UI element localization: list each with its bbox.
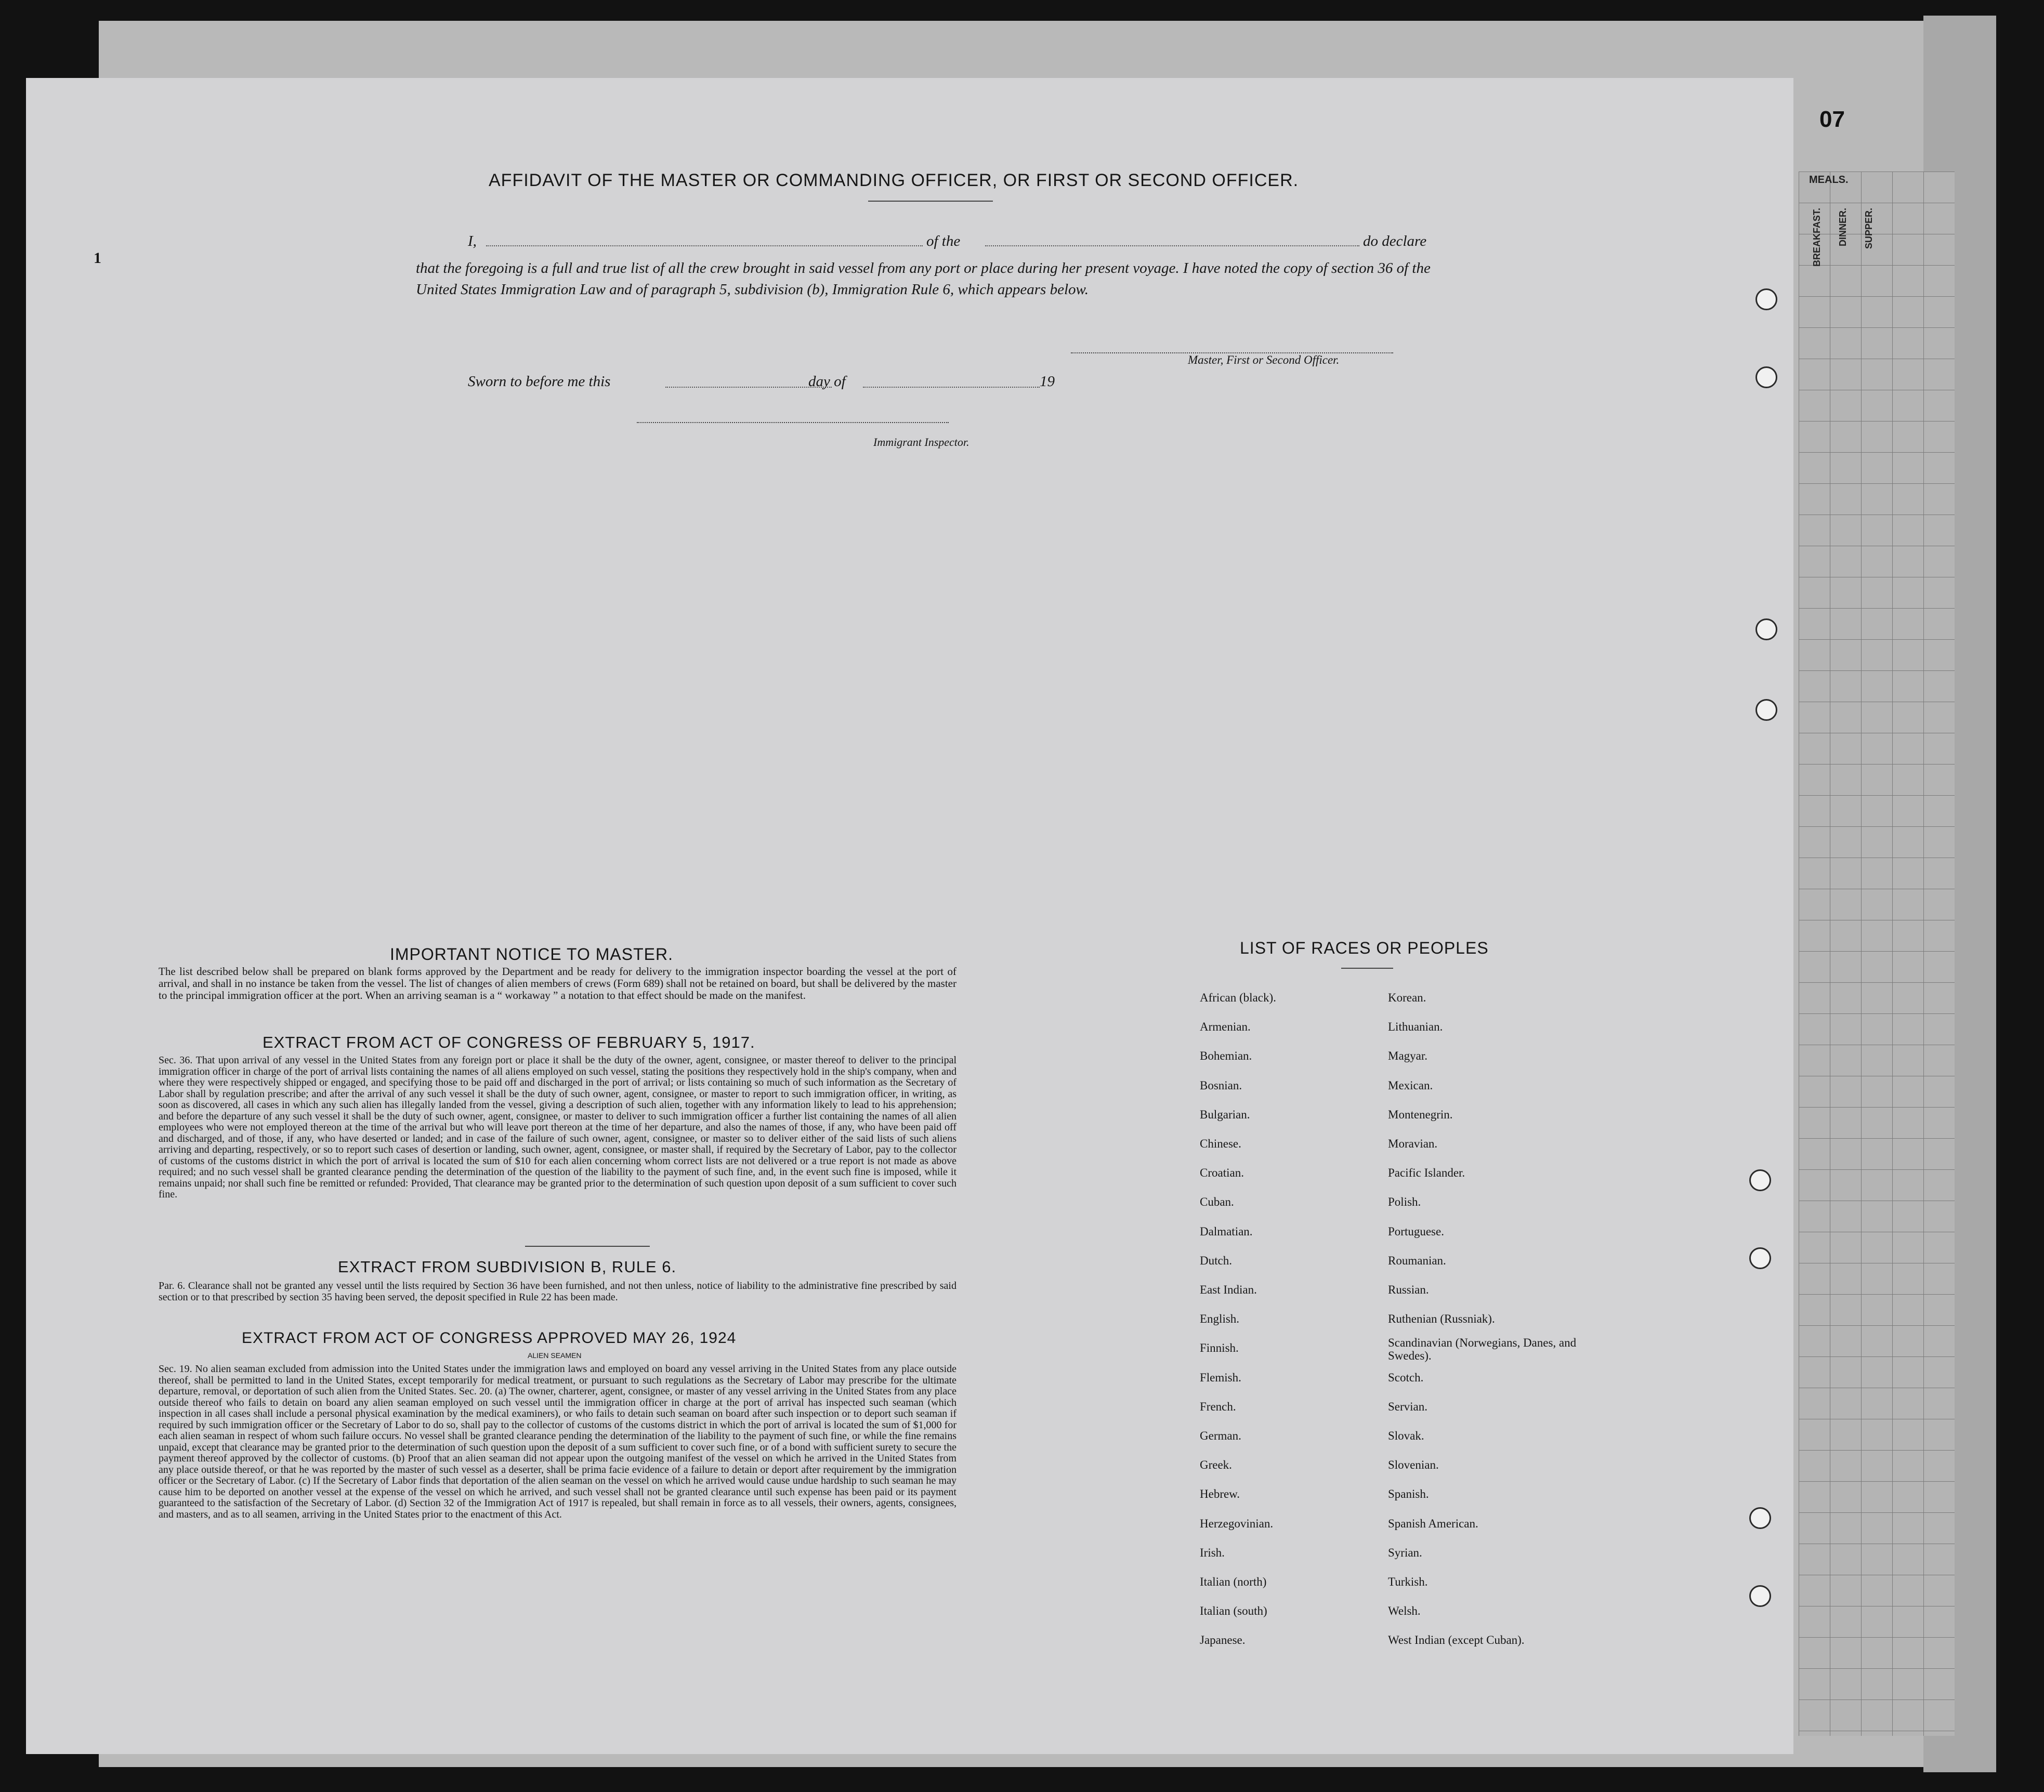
- race-item: Magyar.: [1388, 1049, 1428, 1063]
- year-prefix: 19: [1040, 373, 1055, 390]
- extract-1924-title: EXTRACT FROM ACT OF CONGRESS APPROVED MAY 26, 1924: [242, 1329, 737, 1347]
- race-item: Irish.: [1200, 1546, 1225, 1559]
- meal-column-dinner: DINNER.: [1838, 208, 1848, 247]
- race-item: Scandinavian (Norwegians, Danes, and Swedes).: [1388, 1336, 1577, 1363]
- sworn-date-field[interactable]: [665, 387, 832, 388]
- race-item: Polish.: [1388, 1195, 1421, 1209]
- affidavit-do-declare: do declare: [1363, 233, 1427, 249]
- sworn-month-field[interactable]: [863, 387, 1040, 388]
- race-item: Herzegovinian.: [1200, 1517, 1274, 1530]
- title-rule: [868, 201, 993, 202]
- race-item: Italian (north): [1200, 1575, 1267, 1588]
- affidavit-title: AFFIDAVIT OF THE MASTER OR COMMANDING OFFICER, OR FIRST OR SECOND OFFICER.: [489, 170, 1299, 190]
- section-rule: [525, 1246, 650, 1247]
- race-item: Welsh.: [1388, 1604, 1421, 1618]
- races-rule: [1341, 968, 1393, 969]
- race-item: Bosnian.: [1200, 1078, 1242, 1092]
- race-item: Croatian.: [1200, 1166, 1244, 1180]
- punch-hole: [1755, 699, 1777, 721]
- punch-hole: [1755, 366, 1777, 388]
- extract-1917-body: Sec. 36. That upon arrival of any vessel in the United States from any foreign port or place it shall be the duty of the owner, agent, consignee, or master thereof to deliver to the principal immigration officer in charge of the port of arrival lists containing the names of all aliens employed on such vessel, stating the positions they respectively hold in the ship's company, when and where they were respectively shipped or engaged, and specifying those to be paid off and discharged in the port of arrival; or lists containing so much of such information as the Secretary of Labor shall by regulation prescribe; and after the arrival of any such vessel it shall be the duty of such owner, agent, consignee, or master to report to such immigration officer, in writing, as soon as discovered, all cases in which any such alien has illegally landed from the vessel, giving a description of such alien, together with any information likely to lead to his apprehension; and before the departure of any such vessel it shall be the duty of such owner, agent, consignee, or master to deliver to such immigration officer a further list containing the names of all alien employees who were not employed thereon at the time of the arrival but who will leave port thereon at the time of her departure, and also the names of those, if any, who have been paid off and discharged, and of those, if any, who have deserted or landed; and in case of the failure of such owner, agent, consignee, or master so to deliver either of the said lists of such aliens arriving and departing, respectively, or so to report such cases of desertion or landing, such owner, agent, consignee, or master shall, if required by the Secretary of Labor, pay to the collector of customs of the customs district in which the port of arrival is located the sum of $10 for each alien concerning whom correct lists are not delivered or a true report is not made as above required; and no such vessel shall be granted clearance pending the determination of the question of the liability to the payment of such fine, and, in the event such fine is imposed, while it remains unpaid; nor shall such fine be remitted or refunded: Provided, That clearance may be granted prior to the determination of such question upon deposit of a sum sufficient to cover such fine.: [159, 1055, 957, 1200]
- race-item: Ruthenian (Russniak).: [1388, 1312, 1495, 1326]
- rule6-body: Par. 6. Clearance shall not be granted any vessel until the lists required by Section 36 have been furnished, and not then unless, notice of liability to the administrative fine prescribed by said section or to that prescribed by section 35 having been served, the deposit specified in Rule 22 has been made.: [159, 1280, 957, 1303]
- inspector-label: Immigrant Inspector.: [873, 436, 969, 449]
- race-item: Roumanian.: [1388, 1254, 1446, 1267]
- race-item: Lithuanian.: [1388, 1020, 1443, 1034]
- race-item: Spanish.: [1388, 1487, 1429, 1501]
- affidavit-of-the: of the: [926, 233, 961, 249]
- page-number: 07: [1819, 107, 1845, 132]
- race-item: Mexican.: [1388, 1078, 1433, 1092]
- punch-hole: [1749, 1169, 1771, 1191]
- notice-title: IMPORTANT NOTICE TO MASTER.: [390, 945, 673, 964]
- race-item: East Indian.: [1200, 1283, 1257, 1296]
- affidavit-body: that the foregoing is a full and true list of all the crew brought in said vessel from any port or place during her present voyage. I have noted the copy of section 36 of the United States Immigration Law and of paragraph 5, subdivision (b), Immigration Rule 6, which appears below.: [416, 260, 1431, 298]
- race-item: Slovenian.: [1388, 1458, 1439, 1472]
- notice-body: The list described below shall be prepared on blank forms approved by the Department and be ready for delivery to the immigration inspector boarding the vessel at the port of arrival, and shall in no instance be taken from the vessel. The list of changes of alien members of crews (Form 689) shall not be retained on board, but shall be delivered by the master to the principal immigration officer at the port. When an arriving seaman is a “ workaway ” a notation to that effect should be made on the manifest.: [159, 965, 957, 1002]
- meals-header: MEALS.: [1809, 174, 1849, 186]
- race-item: French.: [1200, 1400, 1236, 1413]
- meal-column-breakfast: BREAKFAST.: [1812, 208, 1822, 267]
- race-item: Moravian.: [1388, 1137, 1438, 1150]
- race-item: Russian.: [1388, 1283, 1429, 1296]
- race-item: Scotch.: [1388, 1371, 1424, 1384]
- race-item: Japanese.: [1200, 1633, 1246, 1647]
- signature-label: Master, First or Second Officer.: [1188, 353, 1340, 366]
- race-item: Montenegrin.: [1388, 1108, 1453, 1121]
- race-item: Syrian.: [1388, 1546, 1422, 1559]
- day-of-text: day of: [808, 373, 846, 390]
- race-item: Portuguese.: [1388, 1224, 1444, 1238]
- vessel-name-field[interactable]: [985, 245, 1359, 246]
- race-item: Spanish American.: [1388, 1517, 1478, 1530]
- race-item: Flemish.: [1200, 1371, 1241, 1384]
- race-item: Chinese.: [1200, 1137, 1241, 1150]
- race-item: Servian.: [1388, 1400, 1428, 1413]
- race-item: Dalmatian.: [1200, 1224, 1253, 1238]
- race-item: Slovak.: [1388, 1429, 1424, 1442]
- race-item: German.: [1200, 1429, 1241, 1442]
- punch-hole: [1755, 618, 1777, 640]
- race-item: Korean.: [1388, 991, 1426, 1004]
- form-sheet: [26, 78, 1793, 1754]
- race-item: Italian (south): [1200, 1604, 1267, 1618]
- inspector-signature-line[interactable]: [637, 422, 949, 423]
- race-item: Bohemian.: [1200, 1049, 1252, 1063]
- rule6-title: EXTRACT FROM SUBDIVISION B, RULE 6.: [338, 1258, 677, 1276]
- race-item: Finnish.: [1200, 1341, 1239, 1355]
- race-item: African (black).: [1200, 991, 1276, 1004]
- race-item: West Indian (except Cuban).: [1388, 1633, 1525, 1647]
- meals-grid-strip: [1799, 172, 1955, 1736]
- extract-1924-body: Sec. 19. No alien seaman excluded from admission into the United States under the immigration laws and employed on board any vessel arriving in the United States from any place outside thereof, shall be permitted to land in the United States, except temporarily for medical treatment, or pursuant to such regulations as the Secretary of Labor may prescribe for the ultimate departure, removal, or deportation of such alien from the United States. Sec. 20. (a) The owner, charterer, agent, consignee, or master of any vessel arriving in the United States from any place outside thereof who fails to detain on board any alien seaman employed on such vessel until the immigration officer in charge at the port of arrival has inspected such seaman (which inspection in all cases shall include a personal physical examination by the medical examiners), or who fails to detain such seaman on board after such inspection or to deport such seaman if required by such immigration officer or the Secretary of Labor to do so, shall pay to the collector of customs of the customs district in which the port of arrival is located the sum of $1,000 for each alien seaman in respect of whom such failure occurs. No vessel shall be granted clearance pending the determination of the liability to the payment of such fine, or while the fine remains unpaid, except that clearance may be granted prior to the determination of such question upon the deposit of a sum sufficient to cover such fine, or of a bond with sufficient surety to secure the payment thereof approved by the collector of customs. (b) Proof that an alien seaman did not appear upon the outgoing manifest of the vessel on which he arrived in the United States from any place outside thereof, or that he was reported by the master of such vessel as a deserter, shall be prima facie evidence of a failure to detain or deport after requirement by the immigration officer or the Secretary of Labor. (c) If the Secretary of Labor finds that deportation of the alien seaman on the vessel on which he arrived would cause undue hardship to such seaman he may cause him to be deported on another vessel at the expense of the vessel on which he arrived, and such vessel shall not be granted clearance until such expense has been paid or its payment guaranteed to the satisfaction of the Secretary of Labor. (d) Section 32 of the Immigration Act of 1917 is repealed, but shall remain in force as to all vessels, their owners, agents, consignees, and masters, and as to all seamen, arriving in the United States prior to the enactment of this Act.: [159, 1363, 957, 1520]
- left-margin-mark: 1: [94, 249, 101, 267]
- punch-hole: [1755, 288, 1777, 310]
- race-item: Pacific Islander.: [1388, 1166, 1465, 1180]
- race-item: Dutch.: [1200, 1254, 1232, 1267]
- race-item: Turkish.: [1388, 1575, 1428, 1588]
- affidavit-i: I,: [468, 233, 477, 249]
- master-name-field[interactable]: [486, 245, 923, 246]
- race-item: Greek.: [1200, 1458, 1232, 1472]
- extract-1924-subtitle: ALIEN SEAMEN: [528, 1351, 582, 1360]
- meal-column-supper: SUPPER.: [1864, 208, 1874, 249]
- extract-1917-title: EXTRACT FROM ACT OF CONGRESS OF FEBRUARY 5, 1917.: [263, 1033, 755, 1051]
- punch-hole: [1749, 1247, 1771, 1269]
- race-item: Bulgarian.: [1200, 1108, 1250, 1121]
- sworn-text: Sworn to before me this: [468, 373, 611, 390]
- race-item: English.: [1200, 1312, 1240, 1326]
- punch-hole: [1749, 1507, 1771, 1529]
- punch-hole: [1749, 1585, 1771, 1607]
- races-title: LIST OF RACES OR PEOPLES: [1240, 939, 1489, 957]
- race-item: Armenian.: [1200, 1020, 1251, 1034]
- race-item: Cuban.: [1200, 1195, 1234, 1209]
- race-item: Hebrew.: [1200, 1487, 1240, 1501]
